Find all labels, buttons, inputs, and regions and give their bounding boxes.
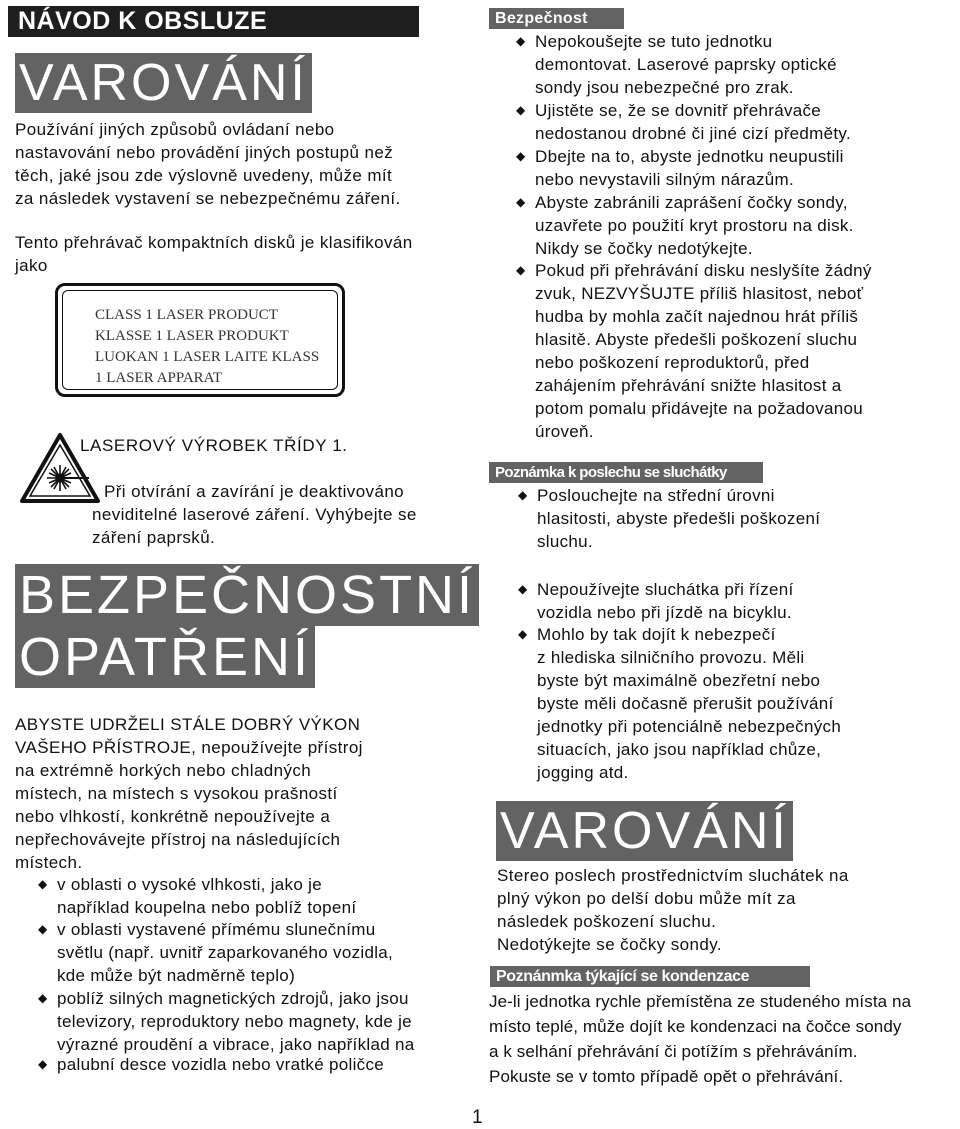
bullet-diamond-icon: ◆ [38, 1057, 48, 1071]
bullet-diamond-icon: ◆ [518, 627, 528, 641]
bullet-diamond-icon: ◆ [38, 922, 48, 936]
list-item: ◆ Mohlo by tak dojít k nebezpečí z hlediska silničního provozu. Měli byste být maximálně obezřetní nebo byste měli dočasně přerušit používání jednotky při potenciálně nebezpečných situacích, jako jsou například chůze, jogging atd. [518, 625, 842, 782]
bullet-diamond-icon: ◆ [518, 582, 528, 596]
headphones-warning-text: Stereo poslech prostřednictvím sluchátek na plný výkon po delší dobu může mít za následek poškození sluchu. Nedotýkejte se čočky sondy. [497, 866, 849, 954]
condensation-section-heading: Poznánmka týkající se kondenzace [490, 966, 810, 987]
list-item: ◆ Abyste zabránili zaprášení čočky sondy, uzavřete po použití kryt prostoru na disk. Nikdy se čočky nedotýkejte. [516, 193, 854, 258]
precautions-heading-line2: OPATŘENÍ [15, 626, 315, 688]
precautions-intro: ABYSTE UDRŽELI STÁLE DOBRÝ VÝKON VAŠEHO PŘÍSTROJE, nepoužívejte přístroj na extrémně horkých nebo chladných místech, na místech s vysokou prašností nebo vlhkostí, konkrétně nepoužívejte a nepřechovávejte přístroj na následujících místech. [15, 715, 363, 872]
list-item: ◆ palubní desce vozidla nebo vratké poličce [38, 1055, 384, 1074]
list-item: ◆ poblíž silných magnetických zdrojů, jako jsou televizory, reproduktory nebo magnety, kde je výrazné proudění a vibrace, jako například na [38, 989, 415, 1054]
warning-heading: VAROVÁNÍ [15, 53, 312, 113]
bullet-diamond-icon: ◆ [38, 877, 48, 891]
laser-notice-text: Při otvírání a zavírání je deaktivováno neviditelné laserové záření. Vyhýbejte se záření paprsků. [92, 482, 417, 547]
bullet-diamond-icon: ◆ [516, 149, 526, 163]
list-item: ◆ v oblasti vystavené přímému slunečnímu světlu (např. uvnitř zaparkovaného vozidla, kde může být nadměrně teplo) [38, 920, 394, 985]
laser-label-text: CLASS 1 LASER PRODUCT KLASSE 1 LASER PRODUKT LUOKAN 1 LASER LAITE KLASS 1 LASER APPARAT [95, 307, 320, 386]
safety-section-heading: Bezpečnost [489, 8, 624, 29]
bullet-diamond-icon: ◆ [516, 195, 526, 209]
bullet-diamond-icon: ◆ [518, 488, 528, 502]
precautions-heading-line1: BEZPEČNOSTNÍ [15, 564, 479, 626]
condensation-text: Je-li jednotka rychle přemístěna ze studeného místa na místo teplé, může dojít ke kondenzaci na čočce sondy a k selhání přehrávání či potížím s přehráváním. Pokuste se v tomto případě opět o přehrávání. [489, 992, 912, 1086]
laser-class-label [55, 283, 345, 397]
list-item: ◆ Pokud při přehrávání disku neslyšíte žádný zvuk, NEZVYŠUJTE příliš hlasitost, neboť hudba by mohla začít najednou hrát příliš hlasitě. Abyste předešli poškození sluchu nebo poškození reproduktorů, před zahájením přehrávání snižte hlasitost a potom pomalu přidávejte na požadovanou úroveň. [516, 261, 872, 441]
headphones-section-heading: Poznámka k poslechu se sluchátky [489, 462, 763, 483]
bullet-diamond-icon: ◆ [516, 34, 526, 48]
list-item: ◆ Nepoužívejte sluchátka při řízení vozidla nebo při jízdě na bicyklu. [518, 580, 794, 622]
list-item: ◆ Nepokoušejte se tuto jednotku demontovat. Laserové paprsky optické sondy jsou nebezpečné pro zrak. [516, 32, 837, 97]
bullet-diamond-icon: ◆ [516, 103, 526, 117]
list-item: ◆ v oblasti o vysoké vlhkosti, jako je například koupelna nebo poblíž topení [38, 875, 357, 917]
manual-title: NÁVOD K OBSLUZE [18, 7, 268, 35]
classification-text: Tento přehrávač kompaktních disků je klasifikován jako [15, 233, 413, 275]
manual-title-bar [8, 6, 419, 37]
warning-text: Používání jiných způsobů ovládaní nebo nastavování nebo provádění jiných postupů než těch, jaké jsou zde výslovně uvedeny, může mít za následek vystavení se nebezpečnému záření. [15, 120, 401, 208]
list-item: ◆ Ujistěte se, že se dovnitř přehrávače nedostanou drobné či jiné cizí předměty. [516, 101, 851, 143]
list-item: ◆ Poslouchejte na střední úrovni hlasitosti, abyste předešli poškození sluchu. [518, 486, 821, 551]
bullet-diamond-icon: ◆ [38, 991, 48, 1005]
page-number: 1 [472, 1107, 483, 1128]
headphones-warning-heading: VAROVÁNÍ [496, 801, 793, 861]
laser-product-class-title: LASEROVÝ VÝROBEK TŘÍDY 1. [80, 436, 348, 455]
bullet-diamond-icon: ◆ [516, 263, 526, 277]
list-item: ◆ Dbejte na to, abyste jednotku neupustili nebo nevystavili silným nárazům. [516, 147, 844, 189]
